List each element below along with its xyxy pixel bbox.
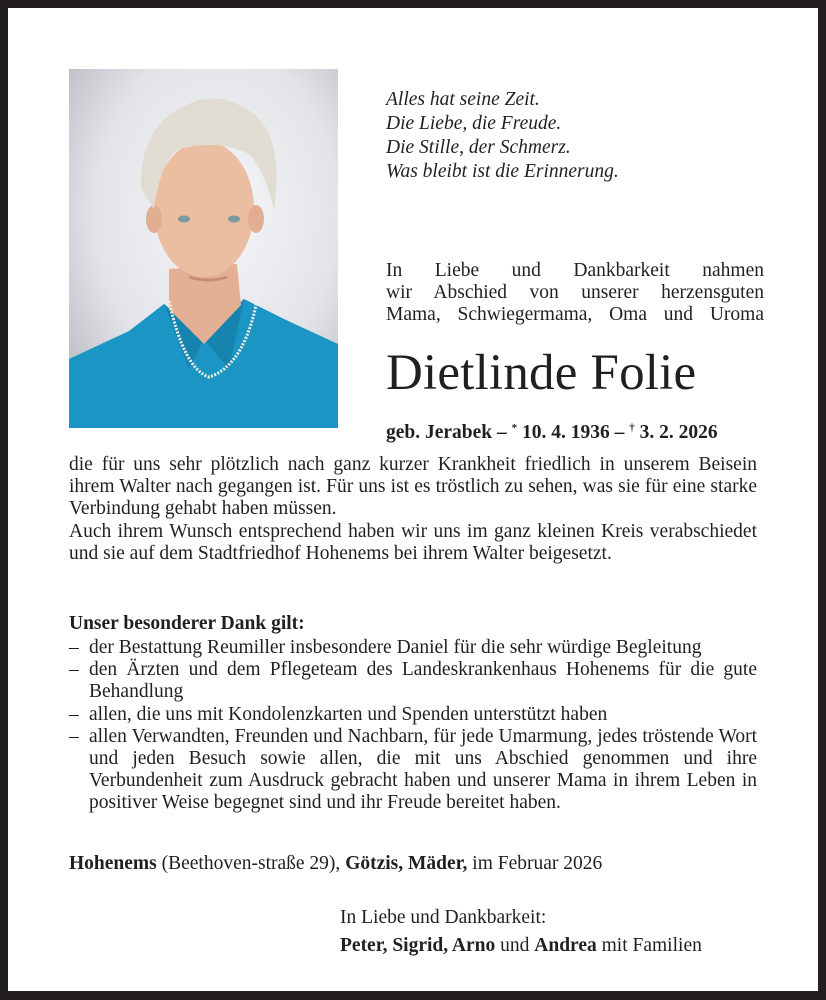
body-text: [69, 454, 757, 565]
dash-icon: –: [69, 637, 79, 658]
intro-line: Mama, Schwiegermama, Oma und Uroma: [386, 304, 764, 325]
thanks-item-text: den Ärzten und dem Pflegeteam des Landeskrankenhaus Hohenems für die gute Behandlung: [89, 659, 757, 703]
thanks-item-text: allen, die uns mit Kondolenzkarten und Spenden unterstützt haben: [89, 703, 608, 725]
poem-line: Was bleibt ist die Erinnerung.: [386, 161, 619, 182]
thanks-item: [69, 659, 757, 703]
deceased-name: Dietlinde Folie: [386, 345, 697, 401]
death-cross-icon: †: [629, 422, 635, 434]
thanks-item-text: allen Verwandten, Freunden und Nachbarn, für jede Umarmung, jedes tröstende Wort und jeden Besuch sowie allen, die mit uns Abschied genommen und ihre Verbundenheit zum Ausdruck gebracht haben und unserer Mama in ihrem Leben in positiver Weise begegnet sind und ihr Freude bereitet haben.: [89, 725, 757, 814]
death-date: 3. 2. 2026: [634, 422, 718, 443]
thanks-list: [69, 637, 757, 815]
birth-star-icon: *: [511, 422, 518, 434]
place-date-line: [69, 852, 602, 876]
intro-text: [386, 260, 764, 326]
obituary-page: [8, 8, 818, 991]
thanks-item: [69, 726, 757, 815]
thanks-item-text: der Bestattung Reumiller insbesondere Daniel für die sehr würdige Begleitung: [89, 637, 702, 658]
family-name-andrea: Andrea: [534, 935, 597, 956]
thanks-item: [69, 637, 757, 659]
dash-icon: –: [69, 659, 79, 681]
portrait-photo: [69, 69, 338, 428]
town-hohenems: Hohenems: [69, 853, 157, 874]
birth-date: 10. 4. 1936: [517, 422, 610, 443]
conjunction: und: [495, 935, 535, 956]
towns-goetzis-maeder: Götzis, Mäder,: [345, 853, 468, 874]
poem-line: Die Liebe, die Freude.: [386, 113, 562, 134]
poem-line: Alles hat seine Zeit.: [386, 89, 540, 110]
body-paragraph: Auch ihrem Wunsch entsprechend haben wir uns im ganz kleinen Kreis verabschiedet und sie auf dem Stadtfriedhof Hohenems bei ihrem Walter beigesetzt.: [69, 520, 757, 564]
birth-name: geb. Jerabek: [386, 422, 493, 443]
family-names: Peter, Sigrid, Arno: [340, 935, 496, 956]
dash-icon: –: [69, 703, 79, 725]
signature-intro: In Liebe und Dankbarkeit:: [340, 907, 547, 928]
signature-suffix: mit Familien: [596, 935, 702, 956]
poem-quote: [386, 88, 619, 184]
date-text: im Februar 2026: [467, 853, 603, 874]
separator: –: [492, 422, 512, 443]
signature-names: [340, 934, 702, 958]
address: (Beethoven-straße 29),: [156, 853, 346, 874]
intro-line: In Liebe und Dankbarkeit nahmen: [386, 260, 764, 281]
dash-icon: –: [69, 725, 79, 747]
intro-line: wir Abschied von unserer herzensguten: [386, 282, 764, 303]
thanks-item: [69, 704, 757, 726]
thanks-heading: Unser besonderer Dank gilt:: [69, 613, 305, 634]
poem-line: Die Stille, der Schmerz.: [386, 137, 571, 158]
separator: –: [609, 422, 630, 443]
portrait-image: [69, 69, 338, 428]
life-dates: [386, 416, 718, 445]
body-paragraph: die für uns sehr plötzlich nach ganz kurzer Krankheit friedlich in unserem Beisein ihrem Walter nach gegangen ist. Für uns ist es tröstlich zu sehen, was sie für eine starke Verbindung gehabt haben müssen.: [69, 454, 757, 520]
